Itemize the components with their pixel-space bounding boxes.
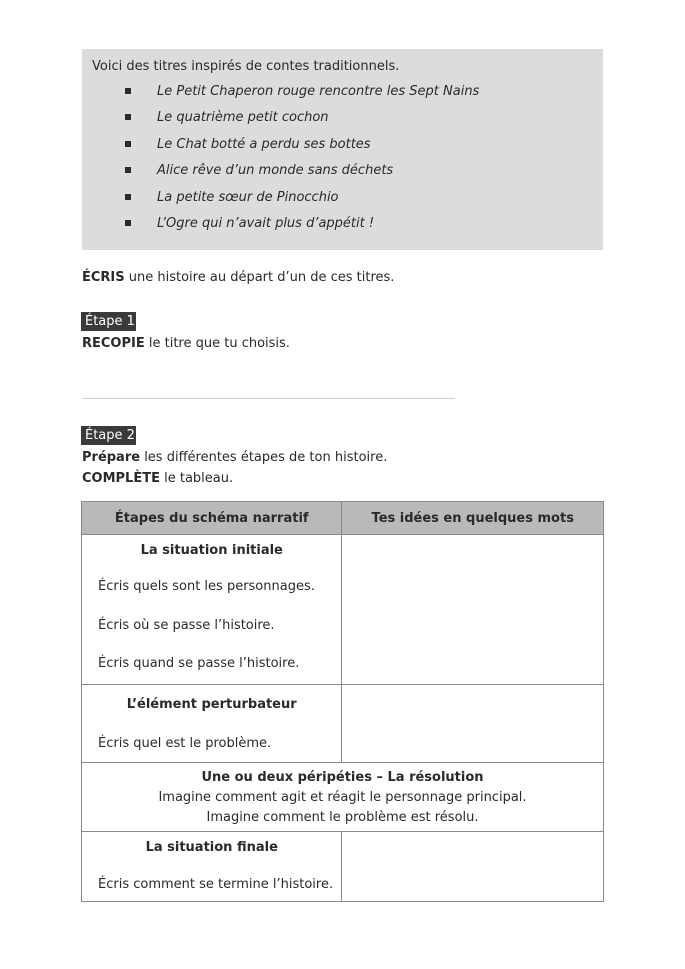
table-row (82, 832, 604, 902)
element-perturbateur-line: Écris quel est le problème. (98, 736, 272, 751)
ecris-instruction (82, 270, 394, 285)
situation-finale-cell (82, 832, 342, 902)
title-option: Le Chat botté a perdu ses bottes (157, 136, 371, 152)
bullet-icon (125, 220, 131, 226)
title-option: Le quatrième petit cochon (157, 110, 329, 126)
situation-initiale-line: Écris quels sont les personnages. (98, 579, 315, 594)
recopie-rest: le titre que tu choisis. (144, 336, 290, 351)
title-option: Alice rêve d’un monde sans déchets (157, 163, 394, 179)
etape2-instruction-2 (82, 471, 233, 486)
list-item (82, 109, 603, 135)
bullet-icon (125, 167, 131, 173)
situation-initiale-cell (82, 535, 342, 685)
peripeties-title: Une ou deux péripéties – La résolution (201, 770, 484, 785)
list-item (82, 162, 603, 188)
etape2-instruction-1 (82, 450, 387, 465)
table-row (82, 685, 604, 763)
situation-initiale-line: Écris où se passe l’histoire. (98, 618, 275, 633)
title-option: L’Ogre qui n’avait plus d’appétit ! (157, 215, 375, 231)
titles-box (82, 49, 603, 250)
table-header-row (82, 502, 604, 535)
bullet-icon (125, 114, 131, 120)
complete-rest: le tableau. (159, 471, 234, 486)
ecris-rest: une histoire au départ d’un de ces titres. (124, 270, 395, 285)
ecris-verb: ÉCRIS (82, 270, 125, 285)
etape1-badge: Étape 1 (81, 312, 136, 331)
element-perturbateur-answer[interactable] (342, 685, 604, 763)
peripeties-line: Imagine comment agit et réagit le personnage principal. (158, 790, 527, 805)
header-right: Tes idées en quelques mots (342, 502, 604, 535)
list-item (82, 136, 603, 162)
title-option: La petite sœur de Pinocchio (157, 189, 339, 205)
title-option: Le Petit Chaperon rouge rencontre les Sept Nains (157, 84, 480, 99)
prepare-rest: les différentes étapes de ton histoire. (140, 450, 388, 465)
element-perturbateur-cell (82, 685, 342, 763)
situation-initiale-answer[interactable] (342, 535, 604, 685)
bullet-icon (125, 194, 131, 200)
list-item (82, 215, 603, 241)
narrative-table (81, 501, 604, 902)
titles-list (82, 83, 603, 241)
etape2-badge: Étape 2 (81, 426, 136, 445)
situation-finale-answer[interactable] (342, 832, 604, 902)
table-row (82, 535, 604, 685)
situation-initiale-title: La situation initiale (140, 543, 283, 558)
bullet-icon (125, 141, 131, 147)
bullet-icon (125, 88, 131, 94)
peripeties-cell[interactable] (82, 763, 604, 832)
header-left: Étapes du schéma narratif (82, 502, 342, 535)
peripeties-line: Imagine comment le problème est résolu. (206, 810, 479, 825)
situation-initiale-line: Écris quand se passe l’histoire. (98, 656, 300, 671)
situation-finale-line: Écris comment se termine l’histoire. (98, 877, 334, 892)
list-item (82, 189, 603, 215)
recopie-verb: RECOPIE (82, 336, 145, 351)
prepare-verb: Prépare (82, 450, 141, 465)
complete-verb: COMPLÈTE (82, 471, 160, 486)
situation-finale-title: La situation finale (145, 840, 278, 855)
answer-line[interactable] (82, 398, 455, 399)
intro-text: Voici des titres inspirés de contes traditionnels. (92, 59, 400, 74)
etape1-instruction (82, 336, 290, 351)
table-row (82, 763, 604, 832)
list-item (82, 83, 603, 109)
element-perturbateur-title: L’élément perturbateur (126, 697, 297, 712)
